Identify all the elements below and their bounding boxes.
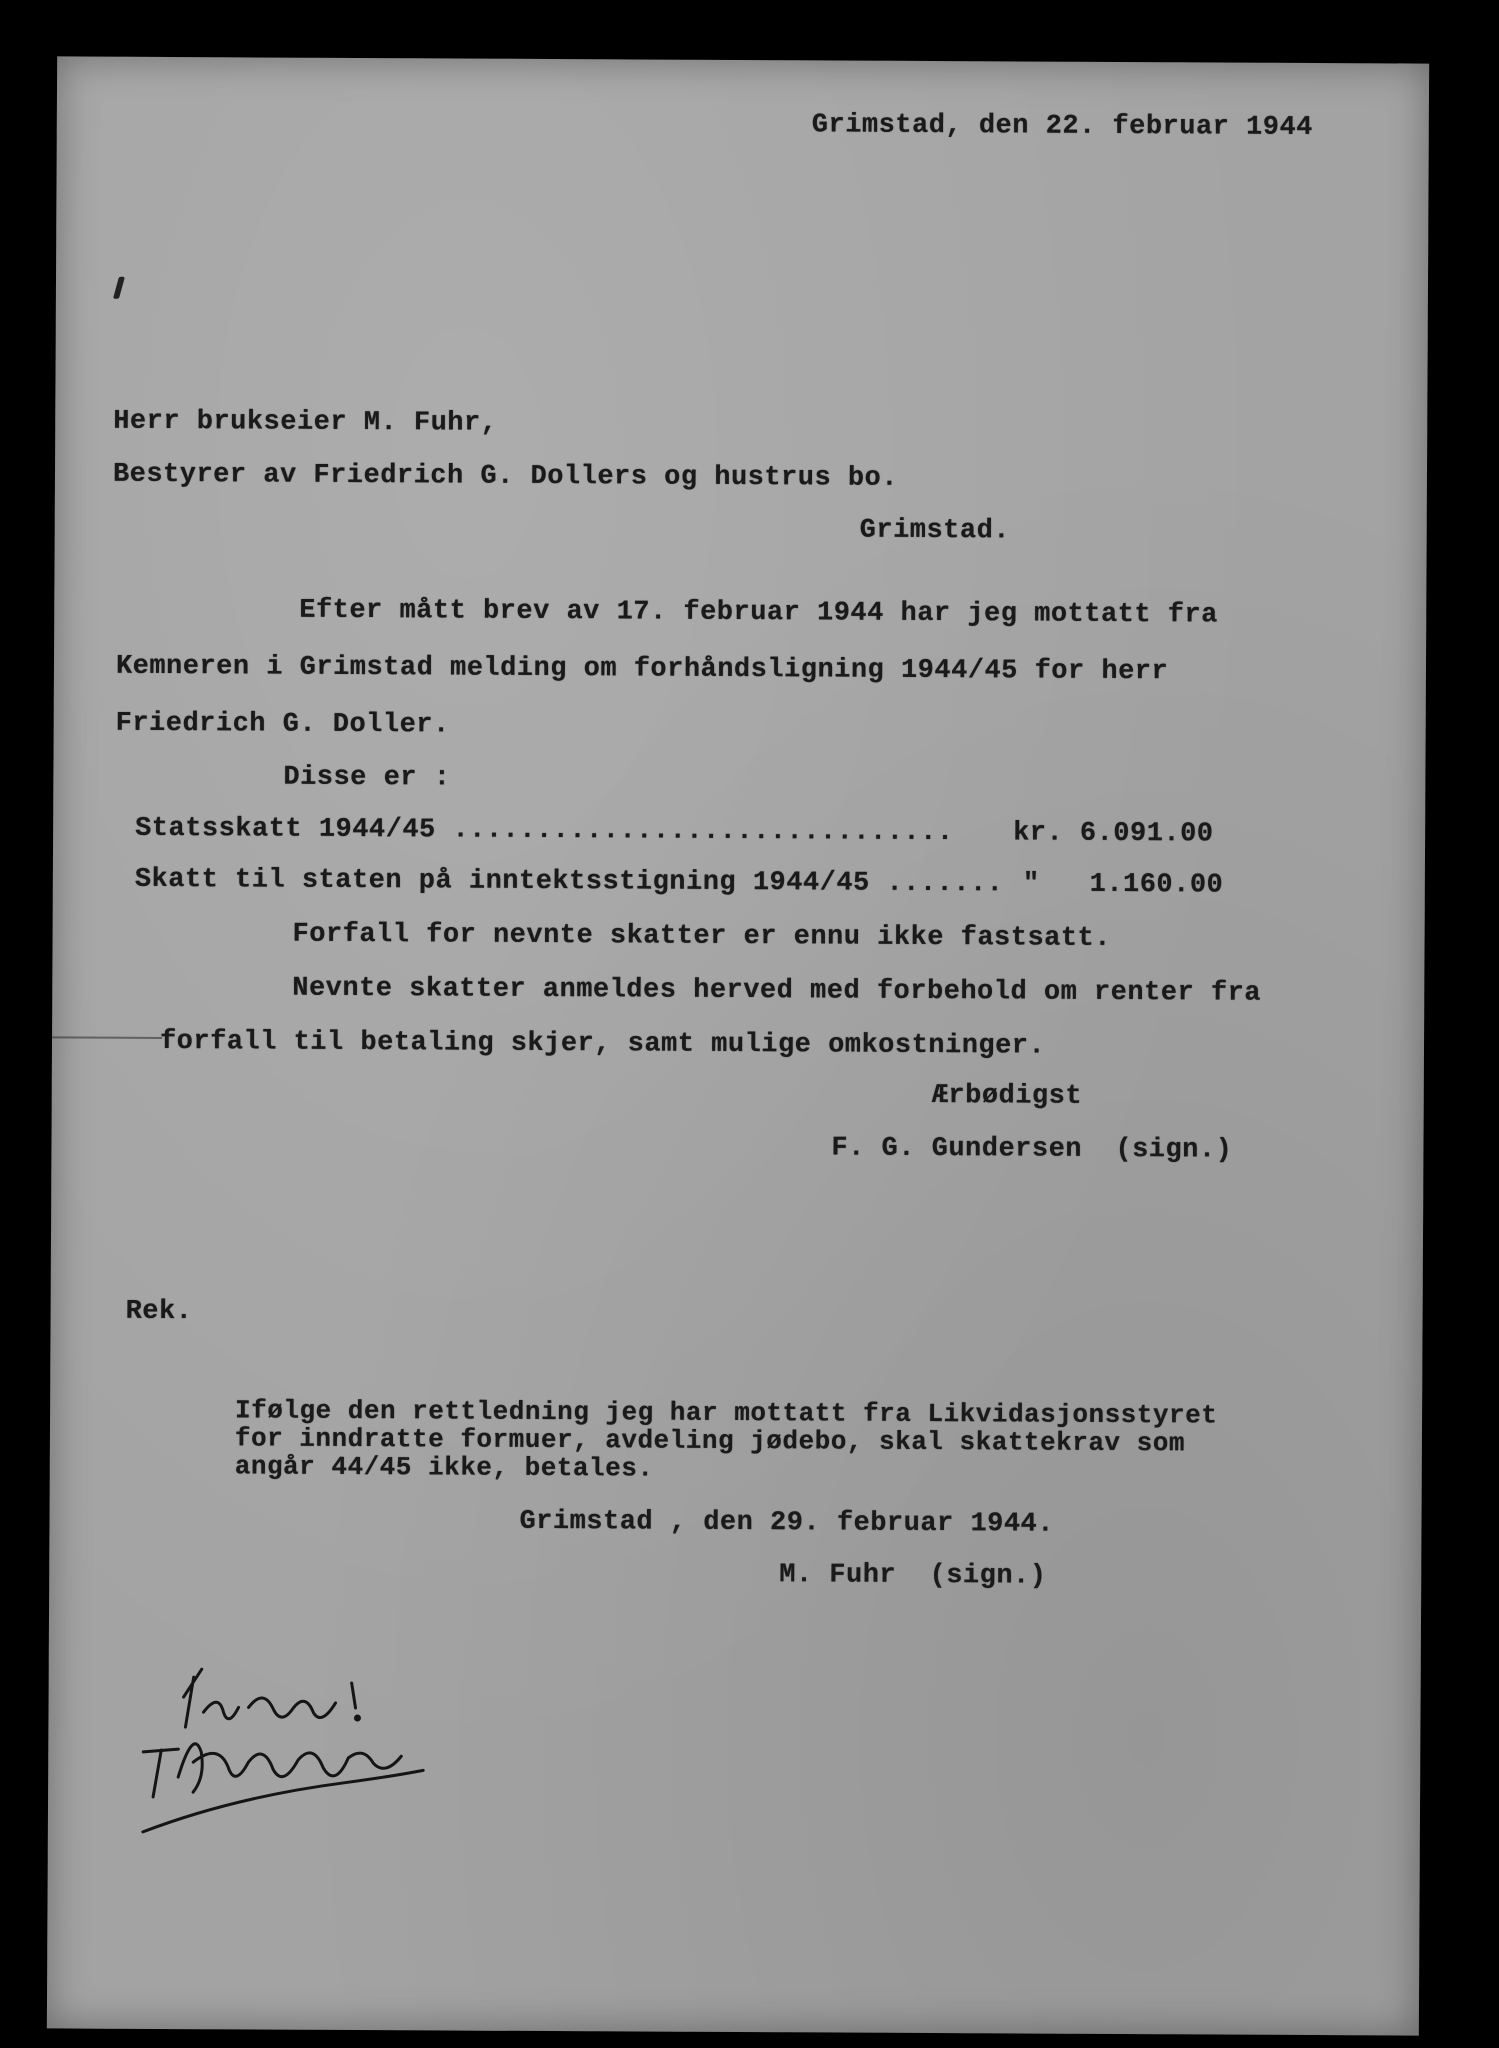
- body-para3-line2: forfall til betaling skjer, samt mulige omkostninger.: [159, 1026, 1046, 1062]
- body-para2: Forfall for nevnte skatter er ennu ikke fastsatt.: [292, 919, 1112, 954]
- closing: Ærbødigst: [931, 1081, 1083, 1112]
- addressee-line-2: Bestyrer av Friedrich G. Dollers og hustrus bo.: [112, 459, 899, 494]
- sender-signature: F. G. Gundersen (sign.): [831, 1133, 1233, 1166]
- addressee-city: Grimstad.: [859, 515, 1011, 547]
- addressee-line-1: Herr brukseier M. Fuhr,: [113, 406, 498, 439]
- endorsement-line-3: angår 44/45 ikke, betales.: [234, 1451, 654, 1484]
- tax-row-2-amount: " 1.160.00: [1022, 869, 1224, 901]
- endorsement-signature: M. Fuhr (sign.): [779, 1560, 1047, 1592]
- document-page: [47, 56, 1429, 2035]
- tax-row-1-label: Statsskatt 1944/45 ..............................: [135, 813, 954, 849]
- margin-mark: [113, 277, 125, 299]
- letter-date: Grimstad, den 22. februar 1944: [811, 110, 1313, 143]
- body-para3-line1: Nevnte skatter anmeldes herved med forbehold om renter fra: [292, 973, 1262, 1009]
- paper-fold-mark: [52, 1036, 162, 1039]
- body-para1-line3: Friedrich G. Doller.: [115, 708, 450, 741]
- disse-er: Disse er :: [283, 762, 451, 794]
- endorsement-date: Grimstad , den 29. februar 1944.: [519, 1506, 1055, 1540]
- endorsement-line-2: for inndratte formuer, avdeling jødebo, skal skattekrav som: [234, 1423, 1186, 1459]
- body-para1-line2: Kemneren i Grimstad melding om forhåndsligning 1944/45 for herr: [115, 651, 1169, 688]
- tax-row-2-label: Skatt til staten på inntektsstigning 1944/45 .......: [134, 864, 1004, 900]
- body-para1-line1: Efter mått brev av 17. februar 1944 har jeg mottatt fra: [299, 595, 1218, 631]
- endorsement-line-1: Ifølge den rettledning jeg har mottatt fra Likvidasjonsstyret: [235, 1395, 1218, 1431]
- handwritten-signature: [123, 1657, 464, 1849]
- rek-label: Rek.: [125, 1296, 193, 1328]
- tax-row-1-amount: kr. 6.091.00: [1013, 818, 1214, 850]
